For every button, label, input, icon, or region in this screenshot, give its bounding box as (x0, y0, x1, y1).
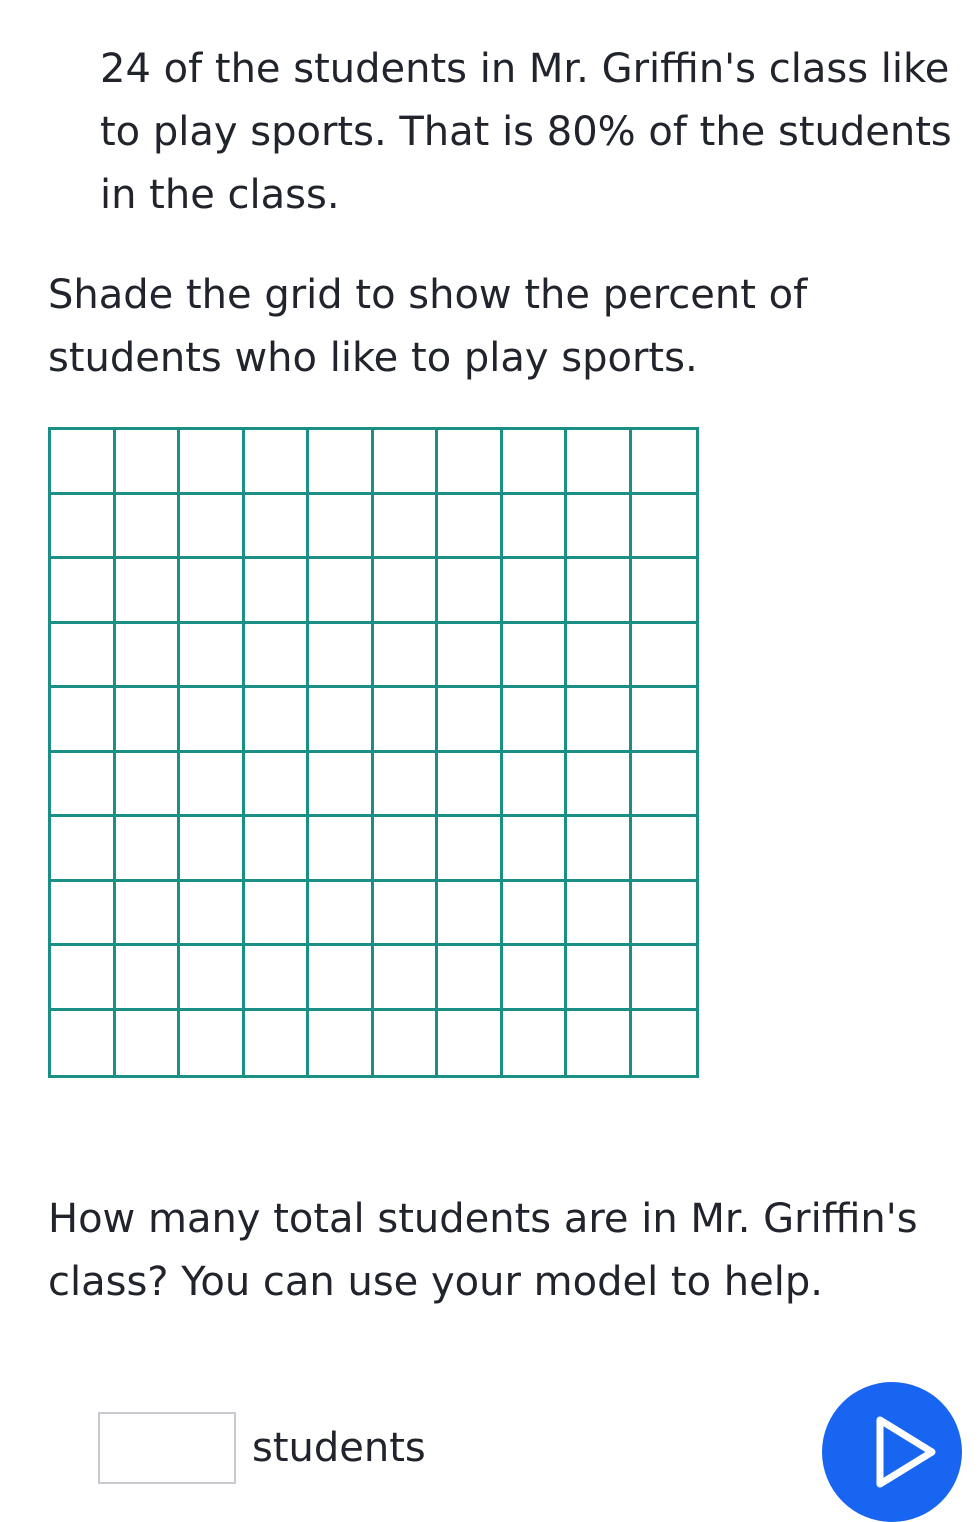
grid-cell[interactable] (245, 1011, 310, 1076)
grid-cell[interactable] (632, 495, 697, 560)
grid-cell[interactable] (116, 753, 181, 818)
grid-cell[interactable] (374, 624, 439, 689)
grid-cell[interactable] (180, 430, 245, 495)
grid-cell[interactable] (438, 495, 503, 560)
grid-cell[interactable] (567, 559, 632, 624)
grid-cell[interactable] (374, 753, 439, 818)
answer-unit-label: students (252, 1425, 426, 1471)
hundred-grid[interactable] (48, 427, 699, 1078)
grid-cell[interactable] (180, 624, 245, 689)
grid-cell[interactable] (503, 624, 568, 689)
grid-cell[interactable] (567, 1011, 632, 1076)
grid-cell[interactable] (632, 817, 697, 882)
grid-cell[interactable] (503, 495, 568, 560)
grid-cell[interactable] (180, 817, 245, 882)
grid-cell[interactable] (116, 559, 181, 624)
grid-cell[interactable] (245, 946, 310, 1011)
grid-cell[interactable] (180, 495, 245, 560)
grid-cell[interactable] (438, 946, 503, 1011)
grid-cell[interactable] (438, 882, 503, 947)
grid-cell[interactable] (438, 430, 503, 495)
grid-cell[interactable] (567, 624, 632, 689)
grid-cell[interactable] (180, 688, 245, 753)
grid-cell[interactable] (503, 817, 568, 882)
grid-cell[interactable] (438, 624, 503, 689)
grid-cell[interactable] (567, 495, 632, 560)
grid-cell[interactable] (503, 559, 568, 624)
grid-cell[interactable] (438, 688, 503, 753)
grid-cell[interactable] (51, 559, 116, 624)
grid-cell[interactable] (374, 430, 439, 495)
grid-cell[interactable] (438, 817, 503, 882)
grid-cell[interactable] (309, 946, 374, 1011)
grid-cell[interactable] (116, 688, 181, 753)
grid-cell[interactable] (374, 817, 439, 882)
grid-cell[interactable] (632, 946, 697, 1011)
grid-cell[interactable] (374, 946, 439, 1011)
grid-cell[interactable] (180, 882, 245, 947)
problem-prompt: Shade the grid to show the percent of students who like to play sports. (48, 272, 808, 381)
grid-cell[interactable] (632, 688, 697, 753)
grid-cell[interactable] (51, 624, 116, 689)
grid-cell[interactable] (503, 946, 568, 1011)
next-button[interactable] (822, 1382, 962, 1522)
grid-cell[interactable] (309, 495, 374, 560)
grid-cell[interactable] (438, 753, 503, 818)
grid-cell[interactable] (503, 753, 568, 818)
grid-cell[interactable] (503, 688, 568, 753)
grid-cell[interactable] (245, 559, 310, 624)
grid-cell[interactable] (374, 688, 439, 753)
grid-cell[interactable] (245, 624, 310, 689)
grid-cell[interactable] (51, 753, 116, 818)
grid-cell[interactable] (632, 753, 697, 818)
grid-cell[interactable] (632, 624, 697, 689)
grid-cell[interactable] (567, 882, 632, 947)
grid-cell[interactable] (245, 753, 310, 818)
grid-cell[interactable] (245, 817, 310, 882)
grid-cell[interactable] (374, 495, 439, 560)
grid-cell[interactable] (116, 817, 181, 882)
grid-cell[interactable] (116, 882, 181, 947)
grid-cell[interactable] (116, 495, 181, 560)
grid-cell[interactable] (245, 430, 310, 495)
grid-cell[interactable] (180, 946, 245, 1011)
problem-question: How many total students are in Mr. Griffin's class? You can use your model to help. (48, 1196, 918, 1305)
grid-cell[interactable] (374, 882, 439, 947)
grid-cell[interactable] (51, 882, 116, 947)
grid-cell[interactable] (245, 495, 310, 560)
grid-cell[interactable] (116, 624, 181, 689)
grid-cell[interactable] (567, 946, 632, 1011)
grid-cell[interactable] (309, 882, 374, 947)
grid-cell[interactable] (438, 1011, 503, 1076)
grid-cell[interactable] (51, 495, 116, 560)
grid-cell[interactable] (503, 1011, 568, 1076)
grid-cell[interactable] (309, 430, 374, 495)
grid-cell[interactable] (567, 688, 632, 753)
grid-cell[interactable] (116, 430, 181, 495)
grid-cell[interactable] (51, 430, 116, 495)
grid-cell[interactable] (116, 1011, 181, 1076)
grid-cell[interactable] (309, 753, 374, 818)
grid-cell[interactable] (180, 559, 245, 624)
grid-cell[interactable] (180, 1011, 245, 1076)
grid-cell[interactable] (632, 430, 697, 495)
grid-cell[interactable] (503, 882, 568, 947)
grid-cell[interactable] (51, 817, 116, 882)
grid-cell[interactable] (632, 559, 697, 624)
grid-cell[interactable] (567, 430, 632, 495)
grid-cell[interactable] (374, 559, 439, 624)
grid-cell[interactable] (374, 1011, 439, 1076)
grid-cell[interactable] (567, 817, 632, 882)
answer-input[interactable] (98, 1412, 236, 1484)
grid-cell[interactable] (567, 753, 632, 818)
grid-cell[interactable] (51, 688, 116, 753)
grid-cell[interactable] (309, 688, 374, 753)
grid-cell[interactable] (309, 624, 374, 689)
play-triangle-icon (874, 1414, 938, 1490)
grid-cell[interactable] (245, 882, 310, 947)
problem-intro: 24 of the students in Mr. Griffin's class like to play sports. That is 80% of the students in the class. (100, 46, 952, 218)
grid-cell[interactable] (503, 430, 568, 495)
grid-cell[interactable] (245, 688, 310, 753)
grid-cell[interactable] (632, 1011, 697, 1076)
grid-cell[interactable] (51, 1011, 116, 1076)
grid-cell[interactable] (180, 753, 245, 818)
grid-cell[interactable] (116, 946, 181, 1011)
grid-cell[interactable] (309, 559, 374, 624)
grid-cell[interactable] (51, 946, 116, 1011)
grid-cell[interactable] (632, 882, 697, 947)
grid-cell[interactable] (309, 1011, 374, 1076)
grid-cell[interactable] (438, 559, 503, 624)
grid-cell[interactable] (309, 817, 374, 882)
